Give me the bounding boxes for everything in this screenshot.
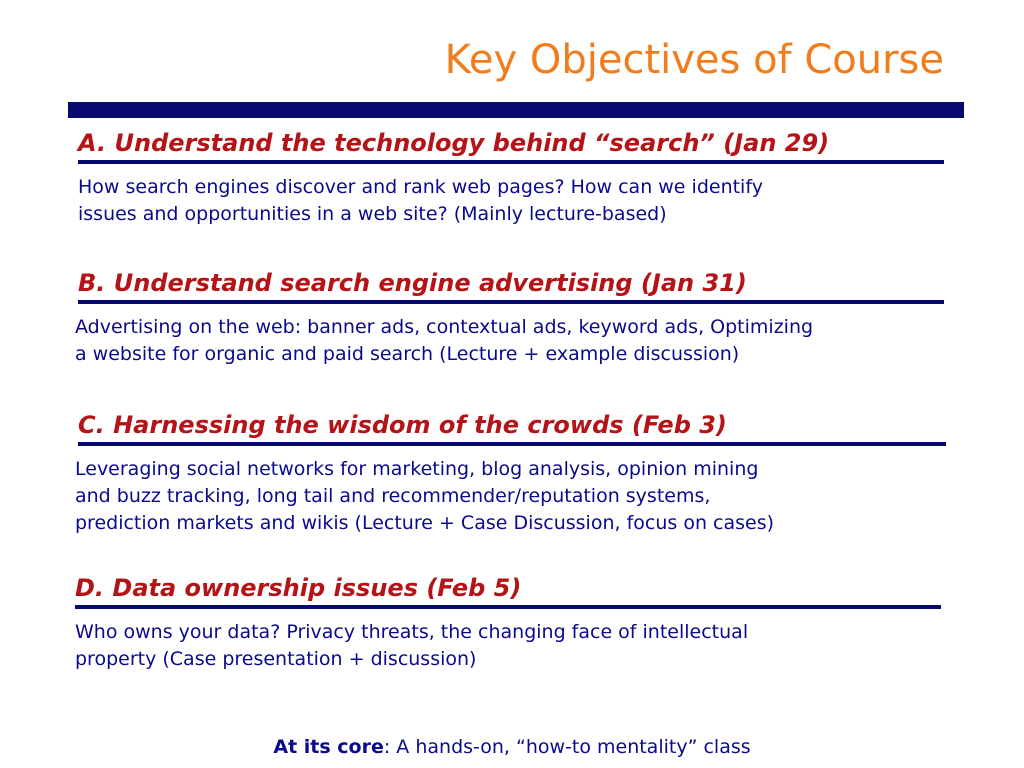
objective-section-d <box>75 573 941 673</box>
objective-rule-a <box>78 160 944 164</box>
objective-section-a <box>78 128 944 228</box>
slide-title: Key Objectives of Course <box>444 37 944 83</box>
objective-rule-c <box>78 442 946 446</box>
title-divider-bar <box>68 102 964 118</box>
objective-heading-b: B. Understand search engine advertising (Jan 31) <box>78 269 747 297</box>
objective-heading-c: C. Harnessing the wisdom of the crowds (Feb 3) <box>78 411 727 439</box>
objective-rule-b <box>78 300 944 304</box>
footer-emphasis: At its core <box>273 736 384 758</box>
objective-heading-a: A. Understand the technology behind “search” (Jan 29) <box>78 129 830 157</box>
slide-footer <box>0 734 1024 760</box>
objective-description-c: Leveraging social networks for marketing, blog analysis, opinion mining and buzz tracking, long tail and recommender/reputation systems, prediction markets and wikis (Lecture + Case Discussion, focus on cases) <box>75 458 775 534</box>
objective-heading-d: D. Data ownership issues (Feb 5) <box>75 574 522 602</box>
objective-description-b: Advertising on the web: banner ads, contextual ads, keyword ads, Optimizing a website for organic and paid search (Lecture + example discussion) <box>75 316 814 365</box>
objective-description-a: How search engines discover and rank web pages? How can we identify issues and opportunities in a web site? (Mainly lecture-based) <box>78 176 763 225</box>
footer-text: : A hands-on, “how-to mentality” class <box>383 736 751 758</box>
objective-section-b <box>75 268 944 368</box>
objective-description-d: Who owns your data? Privacy threats, the changing face of intellectual property (Case presentation + discussion) <box>75 621 749 670</box>
objective-section-c <box>75 410 946 537</box>
objective-rule-d <box>75 605 941 609</box>
